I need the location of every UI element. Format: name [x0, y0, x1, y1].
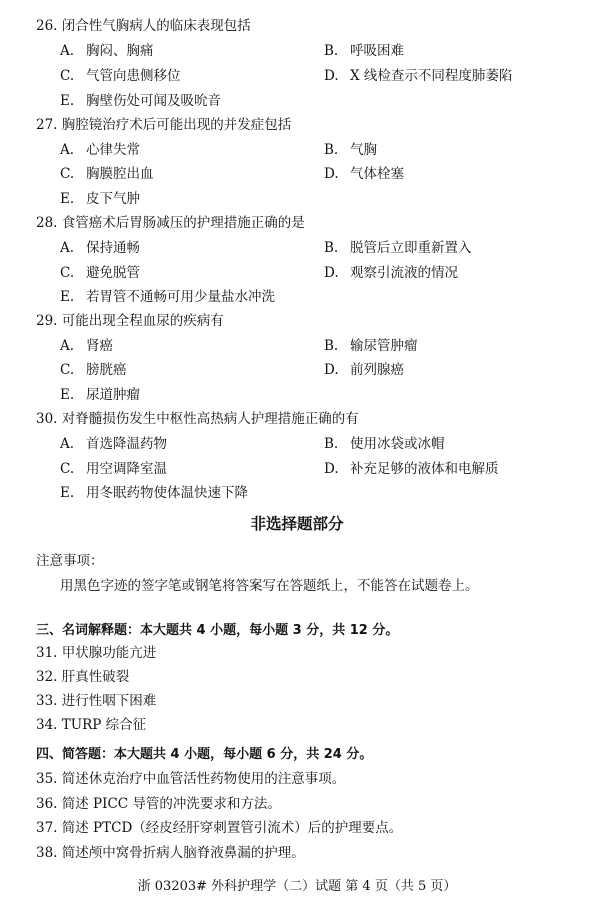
option-text: 脱管后立即重新置入: [350, 240, 472, 256]
question-29-option-d: [324, 358, 404, 378]
option-letter: E.: [60, 485, 75, 501]
option-letter: D.: [324, 265, 339, 281]
option-text: 胸膜腔出血: [86, 166, 154, 182]
option-text: 使用冰袋或冰帽: [350, 436, 445, 452]
question-29-option-b: [324, 334, 418, 354]
option-letter: B.: [324, 240, 339, 256]
option-letter: E.: [60, 93, 75, 109]
option-letter: C.: [60, 362, 75, 378]
question-30-option-b: [324, 432, 445, 452]
option-text: 呼吸困难: [350, 43, 404, 59]
option-letter: B.: [324, 436, 339, 452]
notes-text: 用黑色字迹的签字笔或钢笔将答案写在答题纸上，不能答在试题卷上。: [60, 578, 479, 594]
question-27-option-d: [324, 162, 404, 182]
option-letter: A.: [60, 142, 75, 158]
question-28-option-e: [60, 285, 275, 305]
question-27-option-c: [60, 162, 154, 182]
option-text: 尿道肿瘤: [86, 387, 140, 403]
question-26-option-c: [60, 64, 181, 84]
question-28-option-c: [60, 261, 140, 281]
option-text: 观察引流液的情况: [350, 265, 458, 281]
question-29-option-e: [60, 383, 140, 403]
question-38: 38. 简述颅中窝骨折病人脑脊液鼻漏的护理。: [36, 845, 305, 861]
option-text: 若胃管不通畅可用少量盐水冲洗: [86, 289, 275, 305]
question-30-stem: 30. 对脊髓损伤发生中枢性高热病人护理措施正确的有: [36, 411, 359, 427]
option-letter: D.: [324, 362, 339, 378]
option-text: 用冬眠药物使体温快速下降: [86, 485, 248, 501]
question-37: 37. 简述 PTCD（经皮经肝穿刺置管引流术）后的护理要点。: [36, 820, 403, 836]
question-28-stem: 28. 食管癌术后胃肠减压的护理措施正确的是: [36, 215, 305, 231]
option-letter: A.: [60, 240, 75, 256]
question-32: 32. 肝真性破裂: [36, 669, 130, 685]
question-26-option-a: [60, 39, 154, 59]
question-29-option-a: [60, 334, 113, 354]
question-30-option-d: [324, 457, 499, 477]
option-text: 首选降温药物: [86, 436, 167, 452]
question-34: 34. TURP 综合征: [36, 717, 147, 733]
option-text: 前列腺癌: [350, 362, 404, 378]
question-28-option-a: [60, 236, 140, 256]
question-28-option-d: [324, 261, 458, 281]
option-letter: A.: [60, 43, 75, 59]
question-28-option-b: [324, 236, 472, 256]
question-30-option-e: [60, 481, 248, 501]
option-text: 膀胱癌: [86, 362, 127, 378]
option-text: 输尿管肿瘤: [350, 338, 418, 354]
option-letter: E.: [60, 387, 75, 403]
part3-heading: 三、名词解释题：本大题共 4 小题，每小题 3 分，共 12 分。: [36, 623, 399, 638]
question-31: 31. 甲状腺功能亢进: [36, 645, 157, 661]
option-text: 用空调降室温: [86, 461, 167, 477]
option-text: 胸闷、胸痛: [86, 43, 154, 59]
option-letter: A.: [60, 436, 75, 452]
page-footer: 浙 03203# 外科护理学（二）试题 第 4 页（共 5 页）: [137, 879, 457, 894]
question-26-option-e: [60, 89, 221, 109]
option-text: 补充足够的液体和电解质: [350, 461, 499, 477]
option-letter: B.: [324, 142, 339, 158]
option-letter: C.: [60, 265, 75, 281]
option-text: 气体栓塞: [350, 166, 404, 182]
notes-label: 注意事项：: [36, 553, 104, 569]
question-27-option-e: [60, 187, 140, 207]
option-letter: A.: [60, 338, 75, 354]
option-text: 心律失常: [86, 142, 140, 158]
option-text: 肾癌: [86, 338, 113, 354]
question-27-option-a: [60, 138, 140, 158]
option-letter: D.: [324, 68, 339, 84]
option-letter: B.: [324, 338, 339, 354]
option-letter: C.: [60, 68, 75, 84]
question-29-stem: 29. 可能出现全程血尿的疾病有: [36, 313, 224, 329]
question-36: 36. 简述 PICC 导管的冲洗要求和方法。: [36, 796, 281, 812]
option-letter: D.: [324, 461, 339, 477]
question-27-stem: 27. 胸腔镜治疗术后可能出现的并发症包括: [36, 117, 292, 133]
question-26-stem: 26. 闭合性气胸病人的临床表现包括: [36, 18, 251, 34]
option-text: 皮下气肿: [86, 191, 140, 207]
option-text: 气管向患侧移位: [86, 68, 181, 84]
option-letter: E.: [60, 191, 75, 207]
option-letter: B.: [324, 43, 339, 59]
question-27-option-b: [324, 138, 377, 158]
option-text: 避免脱管: [86, 265, 140, 281]
section-title: 非选择题部分: [250, 515, 344, 533]
option-letter: E.: [60, 289, 75, 305]
question-29-option-c: [60, 358, 127, 378]
part4-heading: 四、简答题：本大题共 4 小题，每小题 6 分，共 24 分。: [36, 747, 373, 762]
option-text: 保持通畅: [86, 240, 140, 256]
option-text: 气胸: [350, 142, 377, 158]
question-26-option-b: [324, 39, 404, 59]
option-letter: C.: [60, 461, 75, 477]
question-30-option-a: [60, 432, 167, 452]
option-text: 胸壁伤处可闻及吸吮音: [86, 93, 221, 109]
option-letter: D.: [324, 166, 339, 182]
question-30-option-c: [60, 457, 167, 477]
question-26-option-d: [324, 64, 512, 84]
option-letter: C.: [60, 166, 75, 182]
question-33: 33. 进行性咽下困难: [36, 693, 157, 709]
question-35: 35. 简述休克治疗中血管活性药物使用的注意事项。: [36, 771, 346, 787]
option-text: X 线检查示不同程度肺萎陷: [350, 68, 513, 84]
